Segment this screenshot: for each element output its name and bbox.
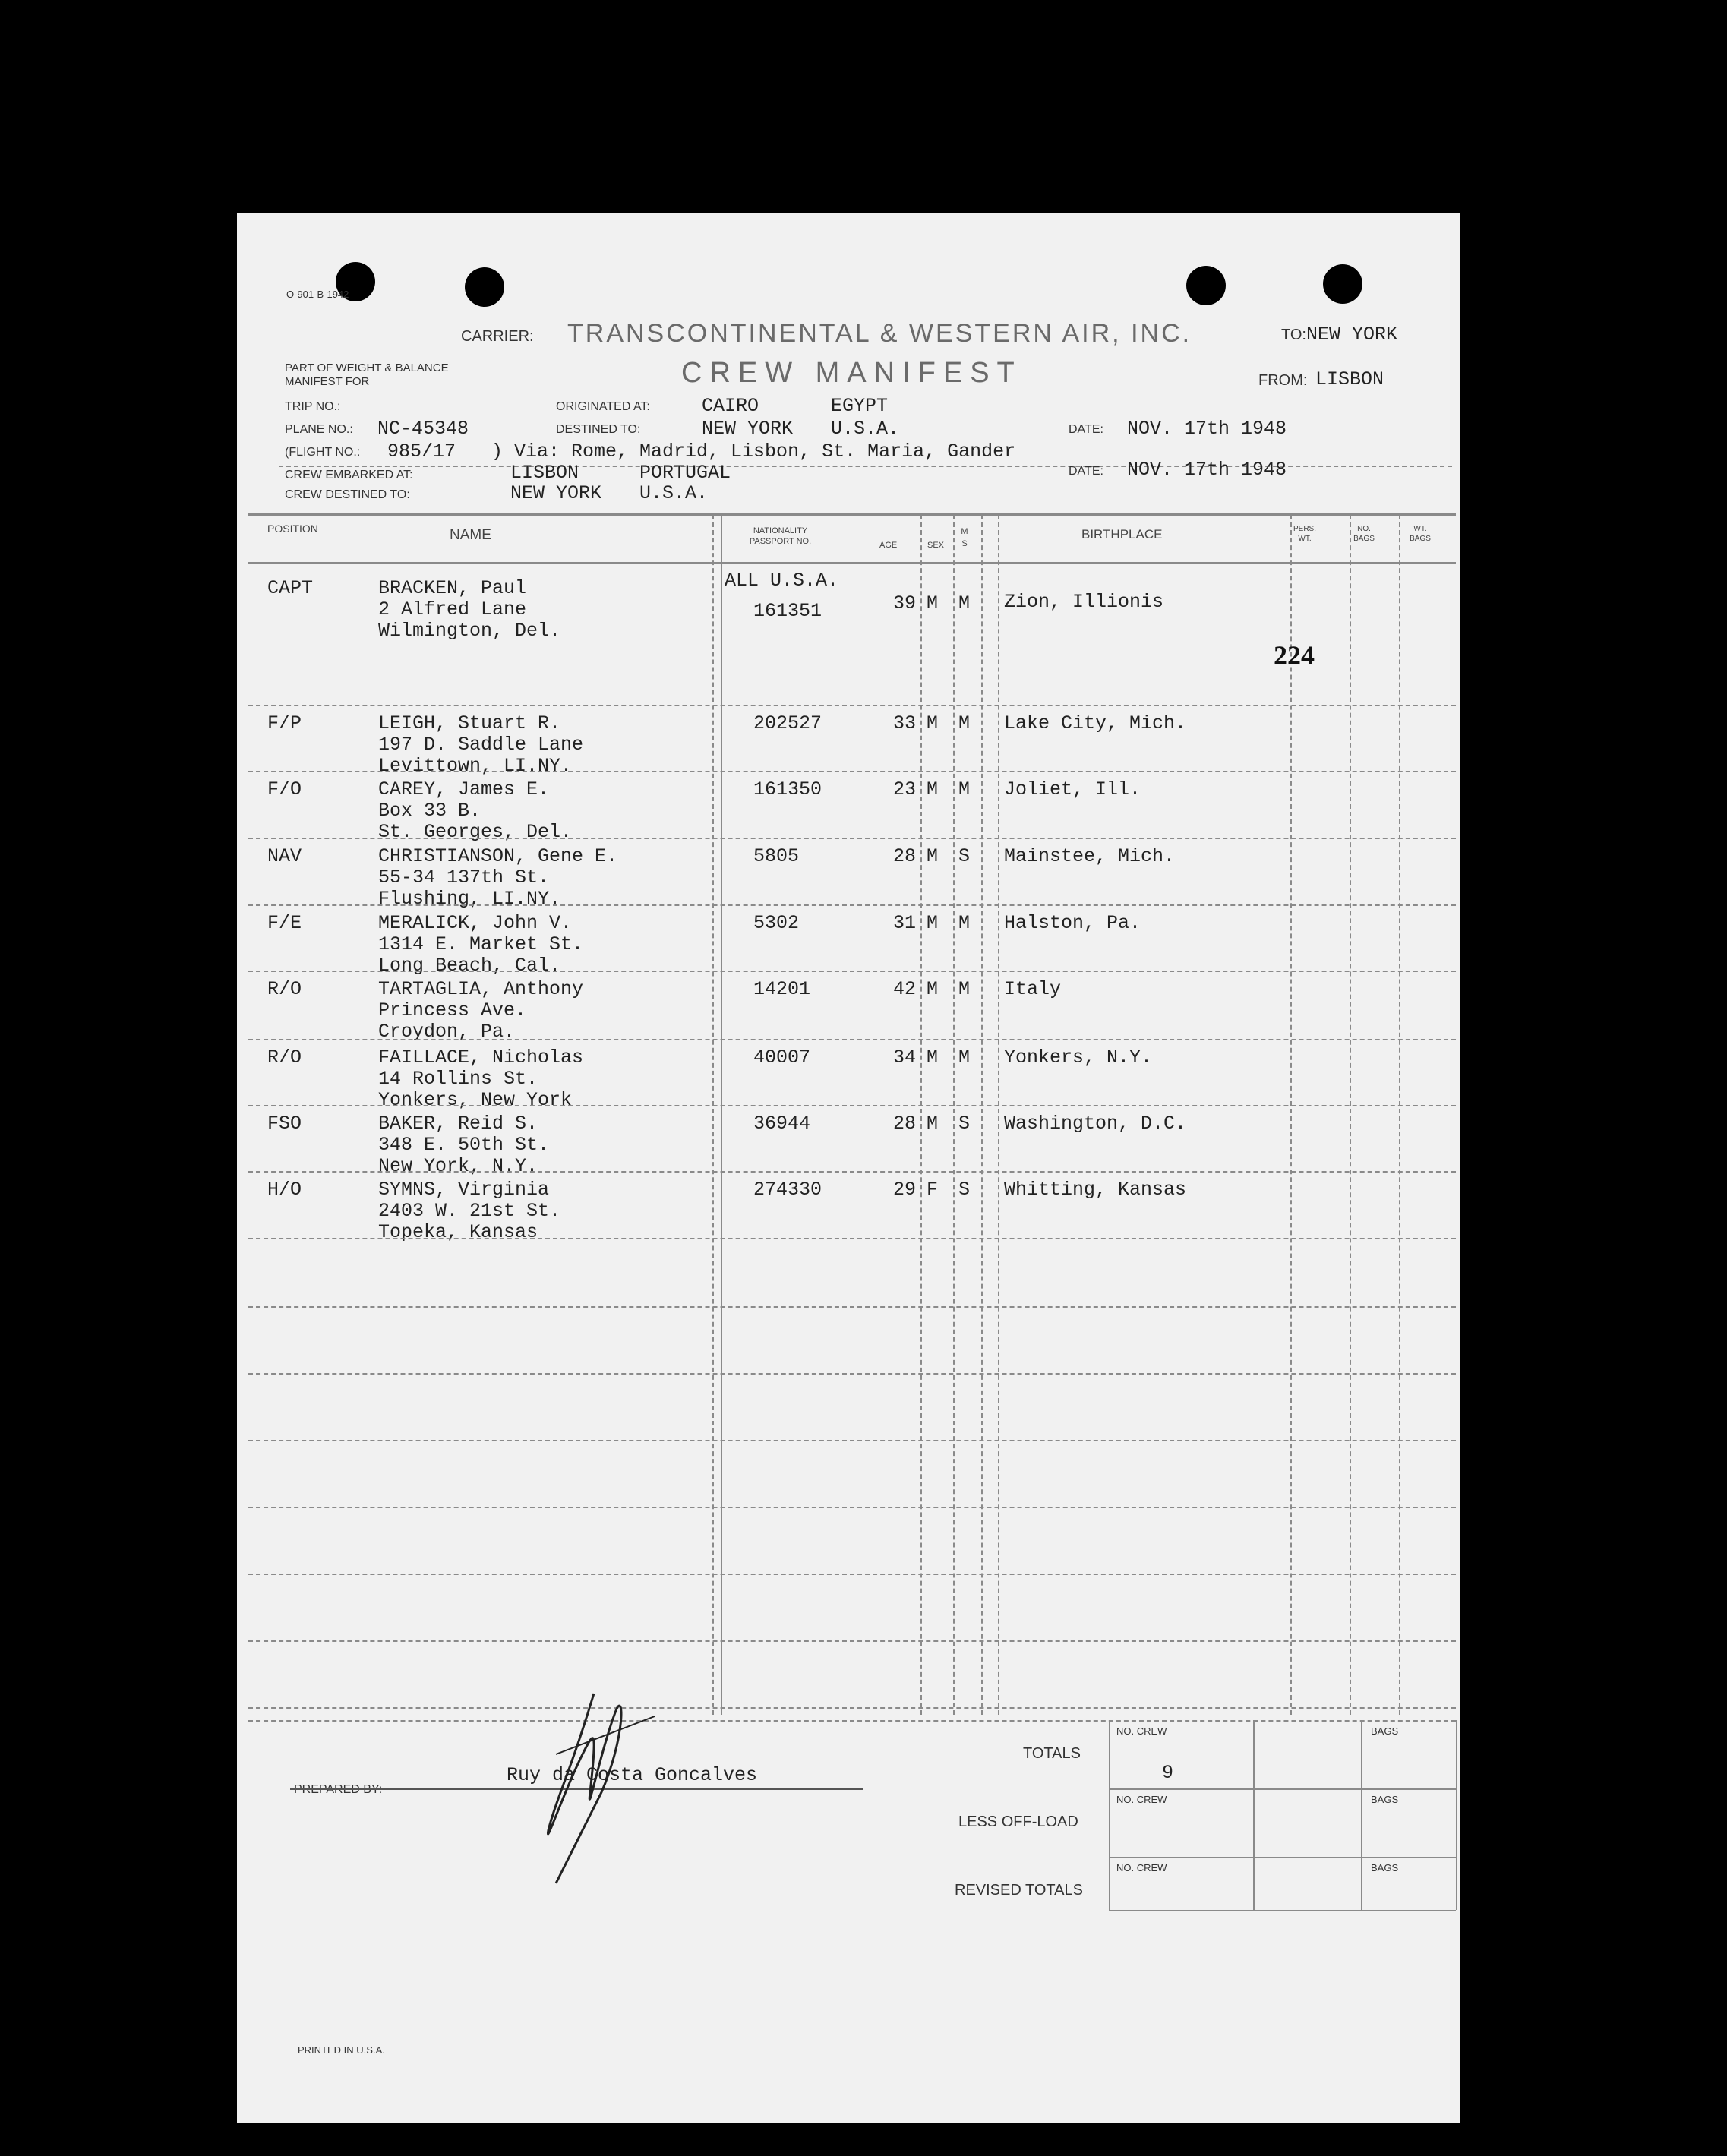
manifest-title: CREW MANIFEST bbox=[681, 357, 1022, 389]
crew-passport-no: 5805 bbox=[753, 845, 800, 867]
col-age: AGE bbox=[879, 541, 898, 550]
crew-address-line1: 55-34 137th St. bbox=[378, 867, 550, 889]
originated-country: EGYPT bbox=[831, 395, 889, 417]
destined-label: DESTINED TO: bbox=[556, 423, 641, 436]
originated-label: ORIGINATED AT: bbox=[556, 400, 650, 413]
crew-birthplace: Whitting, Kansas bbox=[1004, 1179, 1187, 1201]
crew-birthplace: Zion, Illionis bbox=[1004, 591, 1164, 613]
crew-marital-status: M bbox=[958, 592, 971, 614]
crew-position: F/O bbox=[267, 778, 302, 800]
crew-marital-status: S bbox=[958, 1179, 971, 1201]
crew-name: TARTAGLIA, Anthony bbox=[378, 978, 584, 1000]
crew-address-line2: Levittown, LI.NY. bbox=[378, 755, 573, 777]
trip-label: TRIP NO.: bbox=[285, 400, 341, 413]
crew-sex: M bbox=[927, 912, 939, 934]
prepared-label: PREPARED BY: bbox=[294, 1783, 383, 1796]
crew-name: SYMNS, Virginia bbox=[378, 1179, 550, 1201]
from-value: LISBON bbox=[1315, 368, 1384, 390]
bags-label: BAGS bbox=[1371, 1725, 1399, 1737]
col-pers-wt: PERS. WT. bbox=[1293, 525, 1316, 543]
crew-position: FSO bbox=[267, 1113, 302, 1135]
crew-age: 33 bbox=[893, 712, 917, 734]
col-ms: M S bbox=[961, 527, 968, 548]
crew-position: F/P bbox=[267, 712, 302, 734]
totals-label: TOTALS bbox=[1023, 1745, 1081, 1762]
crew-passport-no: 202527 bbox=[753, 712, 822, 734]
crew-name: CHRISTIANSON, Gene E. bbox=[378, 845, 618, 867]
crew-age: 42 bbox=[893, 978, 917, 1000]
crew-position: H/O bbox=[267, 1179, 302, 1201]
crew-name: LEIGH, Stuart R. bbox=[378, 712, 561, 734]
plane-value: NC-45348 bbox=[377, 418, 469, 440]
crew-marital-status: M bbox=[958, 912, 971, 934]
no-crew-label: NO. CREW bbox=[1116, 1862, 1167, 1873]
crew-address-line1: Box 33 B. bbox=[378, 800, 481, 822]
crew-address-line1: 348 E. 50th St. bbox=[378, 1134, 550, 1156]
crew-marital-status: M bbox=[958, 778, 971, 800]
crew-age: 29 bbox=[893, 1179, 917, 1201]
manifest-sheet bbox=[237, 213, 1460, 2123]
crew-sex: M bbox=[927, 845, 939, 867]
crew-embarked-country: PORTUGAL bbox=[639, 462, 731, 484]
crew-sex: M bbox=[927, 1113, 939, 1135]
crew-passport-no: 36944 bbox=[753, 1113, 811, 1135]
originated-city: CAIRO bbox=[702, 395, 759, 417]
punch-hole bbox=[1186, 266, 1226, 305]
flight-label: (FLIGHT NO.: bbox=[285, 446, 361, 459]
crew-address-line2: New York, N.Y. bbox=[378, 1155, 538, 1177]
crew-address-line1: 2 Alfred Lane bbox=[378, 598, 527, 620]
crew-marital-status: M bbox=[958, 978, 971, 1000]
crew-sex: M bbox=[927, 978, 939, 1000]
col-sex: SEX bbox=[927, 541, 945, 550]
crew-passport-no: 14201 bbox=[753, 978, 811, 1000]
crew-age: 28 bbox=[893, 1113, 917, 1135]
crew-sex: M bbox=[927, 778, 939, 800]
crew-sex: M bbox=[927, 1046, 939, 1069]
crew-destined-city: NEW YORK bbox=[510, 482, 602, 504]
crew-marital-status: S bbox=[958, 1113, 971, 1135]
crew-address-line1: 1314 E. Market St. bbox=[378, 933, 584, 955]
crew-position: CAPT bbox=[267, 577, 314, 599]
crew-name: BAKER, Reid S. bbox=[378, 1113, 538, 1135]
crew-birthplace: Mainstee, Mich. bbox=[1004, 845, 1176, 867]
prepared-name: Ruy da Costa Goncalves bbox=[507, 1764, 758, 1786]
col-wt-bags: WT. BAGS bbox=[1410, 525, 1431, 543]
carrier-name: TRANSCONTINENTAL & WESTERN AIR, INC. bbox=[567, 319, 1192, 348]
date-label: DATE: bbox=[1069, 423, 1103, 436]
col-position: POSITION bbox=[267, 522, 318, 535]
signature bbox=[510, 1678, 685, 1891]
crew-birthplace: Yonkers, N.Y. bbox=[1004, 1046, 1153, 1069]
bags-label: BAGS bbox=[1371, 1862, 1399, 1873]
destined-city: NEW YORK bbox=[702, 418, 794, 440]
crew-birthplace: Washington, D.C. bbox=[1004, 1113, 1187, 1135]
crew-age: 39 bbox=[893, 592, 917, 614]
part-of-label: PART OF WEIGHT & BALANCE MANIFEST FOR bbox=[285, 361, 449, 388]
revised-totals-label: REVISED TOTALS bbox=[955, 1882, 1083, 1899]
punch-hole bbox=[1323, 264, 1362, 304]
crew-age: 31 bbox=[893, 912, 917, 934]
crew-marital-status: M bbox=[958, 1046, 971, 1069]
no-crew-label: NO. CREW bbox=[1116, 1725, 1167, 1737]
crew-address-line1: 2403 W. 21st St. bbox=[378, 1200, 561, 1222]
carrier-label: CARRIER: bbox=[461, 328, 534, 345]
crew-destined-country: U.S.A. bbox=[639, 482, 709, 504]
col-birthplace: BIRTHPLACE bbox=[1081, 527, 1163, 541]
crew-passport-no: 274330 bbox=[753, 1179, 822, 1201]
crew-position: NAV bbox=[267, 845, 302, 867]
punch-hole bbox=[465, 267, 504, 307]
via-route: ) Via: Rome, Madrid, Lisbon, St. Maria, Gander bbox=[491, 440, 1016, 462]
date2-value: NOV. 17th 1948 bbox=[1127, 459, 1287, 481]
from-label: FROM: bbox=[1258, 372, 1308, 389]
crew-address-line2: Croydon, Pa. bbox=[378, 1021, 516, 1043]
col-name: NAME bbox=[450, 527, 491, 543]
crew-birthplace: Lake City, Mich. bbox=[1004, 712, 1187, 734]
crew-sex: M bbox=[927, 592, 939, 614]
crew-age: 23 bbox=[893, 778, 917, 800]
crew-passport-no: 161351 bbox=[753, 600, 822, 622]
crew-address-line2: Topeka, Kansas bbox=[378, 1221, 538, 1243]
crew-sex: M bbox=[927, 712, 939, 734]
date2-label: DATE: bbox=[1069, 465, 1103, 478]
crew-passport-no: 5302 bbox=[753, 912, 800, 934]
no-crew-label: NO. CREW bbox=[1116, 1794, 1167, 1805]
crew-birthplace: Halston, Pa. bbox=[1004, 912, 1141, 934]
nationality-note: ALL U.S.A. bbox=[725, 570, 839, 592]
plane-label: PLANE NO.: bbox=[285, 423, 353, 436]
crew-birthplace: Italy bbox=[1004, 978, 1062, 1000]
crew-name: MERALICK, John V. bbox=[378, 912, 573, 934]
col-no-bags: NO. BAGS bbox=[1353, 525, 1375, 543]
to-label: TO: bbox=[1281, 327, 1306, 343]
crew-position: R/O bbox=[267, 978, 302, 1000]
crew-embarked-city: LISBON bbox=[510, 462, 579, 484]
crew-age: 28 bbox=[893, 845, 917, 867]
flight-value: 985/17 bbox=[387, 440, 456, 462]
total-crew-value: 9 bbox=[1162, 1762, 1174, 1784]
weight-note: 224 bbox=[1274, 640, 1315, 671]
destined-country: U.S.A. bbox=[831, 418, 900, 440]
crew-address-line2: Flushing, LI.NY. bbox=[378, 888, 561, 910]
crew-marital-status: M bbox=[958, 712, 971, 734]
crew-destined-label: CREW DESTINED TO: bbox=[285, 488, 410, 501]
crew-address-line1: 14 Rollins St. bbox=[378, 1068, 538, 1090]
crew-position: F/E bbox=[267, 912, 302, 934]
crew-passport-no: 161350 bbox=[753, 778, 822, 800]
col-nationality: NATIONALITY PASSPORT NO. bbox=[749, 526, 812, 546]
crew-age: 34 bbox=[893, 1046, 917, 1069]
crew-address-line2: Wilmington, Del. bbox=[378, 620, 561, 642]
crew-embarked-label: CREW EMBARKED AT: bbox=[285, 469, 413, 481]
less-offload-label: LESS OFF-LOAD bbox=[958, 1814, 1078, 1830]
crew-sex: F bbox=[927, 1179, 939, 1201]
crew-address-line1: Princess Ave. bbox=[378, 999, 527, 1021]
crew-name: CAREY, James E. bbox=[378, 778, 550, 800]
crew-address-line2: Yonkers, New York bbox=[378, 1089, 573, 1111]
date-value: NOV. 17th 1948 bbox=[1127, 418, 1287, 440]
crew-name: FAILLACE, Nicholas bbox=[378, 1046, 584, 1069]
crew-marital-status: S bbox=[958, 845, 971, 867]
crew-name: BRACKEN, Paul bbox=[378, 577, 527, 599]
printed-in-usa: PRINTED IN U.S.A. bbox=[298, 2044, 385, 2056]
crew-address-line1: 197 D. Saddle Lane bbox=[378, 734, 584, 756]
crew-birthplace: Joliet, Ill. bbox=[1004, 778, 1141, 800]
crew-address-line2: Long Beach, Cal. bbox=[378, 955, 561, 977]
crew-address-line2: St. Georges, Del. bbox=[378, 821, 573, 843]
form-code: O-901-B-1942 bbox=[286, 289, 349, 300]
bags-label: BAGS bbox=[1371, 1794, 1399, 1805]
crew-passport-no: 40007 bbox=[753, 1046, 811, 1069]
crew-position: R/O bbox=[267, 1046, 302, 1069]
to-value: NEW YORK bbox=[1306, 324, 1398, 346]
